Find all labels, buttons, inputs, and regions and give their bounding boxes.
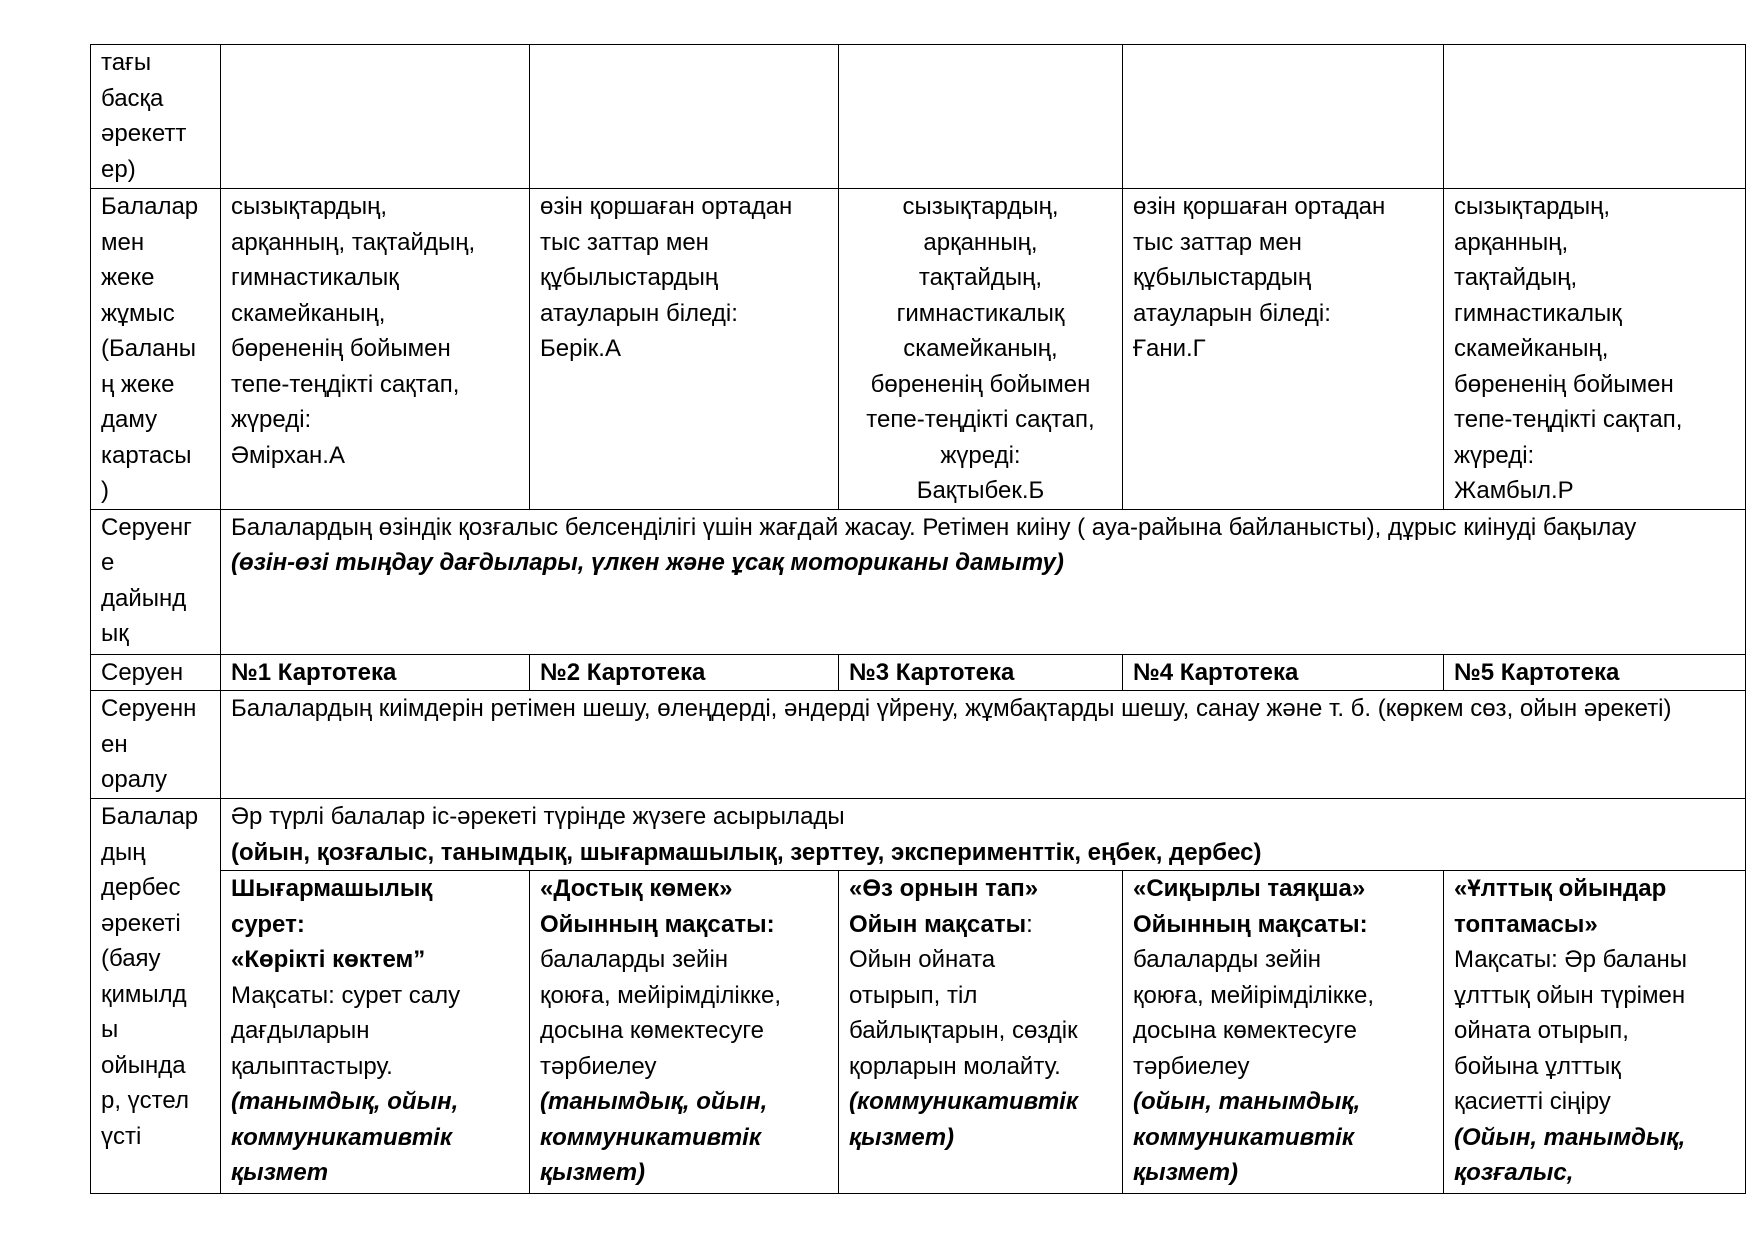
empty-cell: [1444, 45, 1746, 189]
row-label-walk-preparation: Серуенг е дайынд ық: [91, 509, 221, 654]
independent-activity-intro: [221, 799, 1746, 871]
return-from-walk-text: Балалардың киімдерін ретімен шешу, өлеңдерді, әндерді үйрену, жұмбақтарды шешу, санау және т. б. (көркем сөз, ойын әрекеті): [231, 695, 1672, 722]
game-tuesday: «Достық көмек» Ойынның мақсаты: балаларды зейін қоюға, мейірімділікке, досына көмектесуге тәрбиелеу (танымдық, ойын, коммуникативтік қызмет): [530, 871, 839, 1194]
game-monday: Шығармашылық сурет: «Көрікті көктем” Мақсаты: сурет салу дағдыларын қалыптастыру. (танымдық, ойын, коммуникативтік қызмет: [221, 871, 530, 1194]
row-label-independent-activity: Балалар дың дербес әрекеті (баяу қимылд ы ойында р, үстел үсті: [91, 799, 221, 1194]
return-from-walk-content: [221, 691, 1746, 799]
row-walk: [91, 654, 1746, 691]
individual-work-tuesday: өзін қоршаған ортадан тыс заттар мен құбылыстардың атауларын біледі: Берік.А: [530, 189, 839, 510]
individual-work-wednesday: сызықтардың, арқанның, тақтайдың, гимнастикалық скамейканың, бөрененің бойымен тепе-теңдікті сақтап, жүреді: Бақтыбек.Б: [839, 189, 1123, 510]
walk-card-1: №1 Картотека: [221, 654, 530, 691]
row-individual-work: [91, 189, 1746, 510]
game-friday: «Ұлттық ойындар топтамасы» Мақсаты: Әр баланы ұлттық ойын түрімен ойната отырып, бойына ұлттық қасиетті сіңіру (Ойын, танымдық, қозғалыс,: [1444, 871, 1746, 1194]
walk-preparation-note: (өзін-өзі тыңдау дағдылары, үлкен және ұсақ моториканы дамыту): [231, 549, 1064, 576]
individual-work-friday: сызықтардың, арқанның, тақтайдың, гимнастикалық скамейканың, бөрененің бойымен тепе-теңдікті сақтап, жүреді: Жамбыл.Р: [1444, 189, 1746, 510]
empty-cell: [1123, 45, 1444, 189]
game-wednesday: «Өз орнын тап» Ойын мақсаты: Ойын ойната отырып, тіл байлықтарын, сөздік қорларын молайту. (коммуникативтік қызмет): [839, 871, 1123, 1194]
walk-card-3: №3 Картотека: [839, 654, 1123, 691]
walk-card-5: №5 Картотека: [1444, 654, 1746, 691]
row-walk-preparation: [91, 509, 1746, 654]
empty-cell: [530, 45, 839, 189]
independent-activity-text: Әр түрлі балалар іс-әрекеті түрінде жүзеге асырылады: [231, 803, 845, 830]
row-label-other-activities: тағы басқа әрекетт ер): [91, 45, 221, 189]
daily-plan-table: [90, 44, 1746, 1194]
empty-cell: [221, 45, 530, 189]
walk-preparation-content: [221, 509, 1746, 654]
independent-activity-types: (ойын, қозғалыс, танымдық, шығармашылық, зерттеу, эксперименттік, еңбек, дербес): [231, 838, 1262, 866]
row-independent-games: [91, 871, 1746, 1194]
walk-card-2: №2 Картотека: [530, 654, 839, 691]
walk-card-4: №4 Картотека: [1123, 654, 1444, 691]
walk-preparation-text: Балалардың өзіндік қозғалыс белсенділігі үшін жағдай жасау. Ретімен киіну ( ауа-райына байланысты), дұрыс киінуді бақылау: [231, 513, 1637, 541]
document-page: [90, 44, 1745, 1194]
row-label-return-from-walk: Серуенн ен оралу: [91, 691, 221, 799]
game-thursday: «Сиқырлы таяқша» Ойынның мақсаты: балаларды зейін қоюға, мейірімділікке, досына көмектесуге тәрбиелеу (ойын, танымдық, коммуникативтік қызмет): [1123, 871, 1444, 1194]
individual-work-thursday: өзін қоршаған ортадан тыс заттар мен құбылыстардың атауларын біледі: Ғани.Г: [1123, 189, 1444, 510]
row-label-individual-work: Балалар мен жеке жұмыс (Баланы ң жеке даму картасы ): [91, 189, 221, 510]
row-label-walk: Серуен: [91, 654, 221, 691]
row-return-from-walk: [91, 691, 1746, 799]
empty-cell: [839, 45, 1123, 189]
row-other-activities: [91, 45, 1746, 189]
row-independent-activity: [91, 799, 1746, 871]
individual-work-monday: сызықтардың, арқанның, тақтайдың, гимнастикалық скамейканың, бөрененің бойымен тепе-теңдікті сақтап, жүреді: Әмірхан.А: [221, 189, 530, 510]
